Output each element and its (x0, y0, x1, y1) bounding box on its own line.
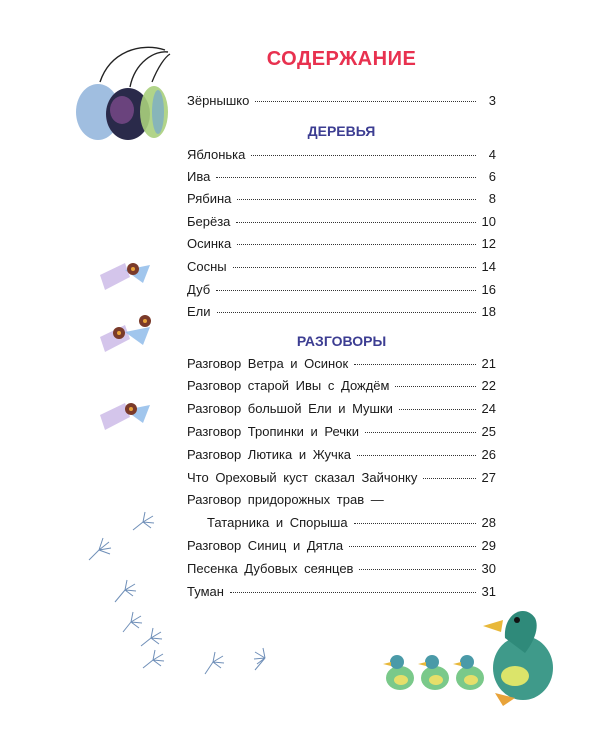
toc-entry-page: 12 (481, 236, 496, 251)
section-title-trees: ДЕРЕВЬЯ (307, 123, 376, 139)
toc-entry-title: Разговор Тропинки и Речки (187, 424, 360, 439)
toc-entry-title: Разговор Лютика и Жучка (187, 447, 352, 462)
toc-entry[interactable] (187, 303, 496, 321)
toc-entry-page: 30 (481, 561, 496, 576)
dot-leader (354, 364, 476, 365)
toc-entry[interactable] (187, 400, 496, 418)
dot-leader (395, 386, 476, 387)
toc-entry-title: Разговор большой Ели и Мушки (187, 401, 393, 416)
birds-illustration (95, 255, 175, 445)
toc-entry-title: Берёза (187, 214, 231, 229)
toc-entry[interactable] (187, 281, 496, 299)
toc-entry-title: Рябина (187, 191, 232, 206)
dot-leader (423, 478, 476, 479)
dot-leader (365, 432, 476, 433)
toc-entry[interactable] (187, 235, 496, 253)
dot-leader (216, 177, 476, 178)
toc-entry[interactable] (187, 491, 496, 509)
toc-entry-page: 27 (481, 470, 496, 485)
toc-entry[interactable] (187, 258, 496, 276)
toc-entry-title: Зёрнышко (187, 93, 250, 108)
toc-entry-page: 3 (488, 93, 496, 108)
dot-leader (237, 244, 476, 245)
dot-leader (217, 312, 476, 313)
toc-entry[interactable] (187, 190, 496, 208)
dot-leader (255, 101, 476, 102)
toc-entry-page: 16 (481, 282, 496, 297)
dot-leader (354, 523, 476, 524)
toc-entry-title: Разговор придорожных трав — (187, 492, 384, 507)
toc-entry-title: Песенка Дубовых сеянцев (187, 561, 354, 576)
dot-leader (216, 290, 476, 291)
toc-entry-page: 4 (488, 147, 496, 162)
dot-leader (357, 455, 476, 456)
toc-entry-title: Осинка (187, 236, 232, 251)
toc-entry-title: Ива (187, 169, 211, 184)
toc-entry-title: Сосны (187, 259, 227, 274)
toc-entry[interactable] (187, 377, 496, 395)
ducks-illustration (375, 598, 560, 708)
toc-entry[interactable] (187, 92, 496, 110)
dot-leader (236, 222, 476, 223)
toc-entry-page: 22 (481, 378, 496, 393)
dot-leader (399, 409, 476, 410)
toc-entry[interactable] (187, 168, 496, 186)
toc-entry-page: 18 (481, 304, 496, 319)
toc-entry[interactable] (187, 355, 496, 373)
toc-entry[interactable] (187, 469, 496, 487)
toc-entry-page: 25 (481, 424, 496, 439)
plums-illustration (70, 42, 180, 147)
toc-entry-page: 21 (481, 356, 496, 371)
toc-entry[interactable] (187, 560, 496, 578)
toc-entry-page: 29 (481, 538, 496, 553)
toc-entry-page: 28 (481, 515, 496, 530)
dot-leader (349, 546, 476, 547)
toc-entry-title: Разговор Ветра и Осинок (187, 356, 349, 371)
toc-entry-title: Разговор Синиц и Дятла (187, 538, 344, 553)
dot-leader (230, 592, 476, 593)
toc-entry-page: 24 (481, 401, 496, 416)
toc-entry-title: Туман (187, 584, 224, 599)
toc-entry-title: Татарника и Спорыша (207, 515, 348, 530)
toc-entry-title: Ели (187, 304, 211, 319)
toc-entry-page: 14 (481, 259, 496, 274)
dot-leader (237, 199, 476, 200)
toc-entry-page: 10 (481, 214, 496, 229)
toc-entry[interactable] (207, 514, 496, 532)
toc-entry-page: 26 (481, 447, 496, 462)
toc-entry-page: 6 (488, 169, 496, 184)
toc-entry[interactable] (187, 423, 496, 441)
toc-entry-page: 31 (481, 584, 496, 599)
toc-entry-title: Яблонька (187, 147, 246, 162)
section-title-conversations: РАЗГОВОРЫ (296, 333, 387, 349)
toc-entry[interactable] (187, 583, 496, 601)
toc-entry[interactable] (187, 446, 496, 464)
dot-leader (359, 569, 476, 570)
dot-leader (251, 155, 476, 156)
toc-entry-title: Разговор старой Ивы с Дождём (187, 378, 390, 393)
toc-entry[interactable] (187, 537, 496, 555)
contents-title: СОДЕРЖАНИЕ (266, 48, 417, 70)
toc-entry-title: Дуб (187, 282, 211, 297)
toc-entry[interactable] (187, 146, 496, 164)
dot-leader (233, 267, 476, 268)
toc-entry[interactable] (187, 213, 496, 231)
toc-entry-page: 8 (488, 191, 496, 206)
toc-entry-title: Что Ореховый куст сказал Зайчонку (187, 470, 418, 485)
